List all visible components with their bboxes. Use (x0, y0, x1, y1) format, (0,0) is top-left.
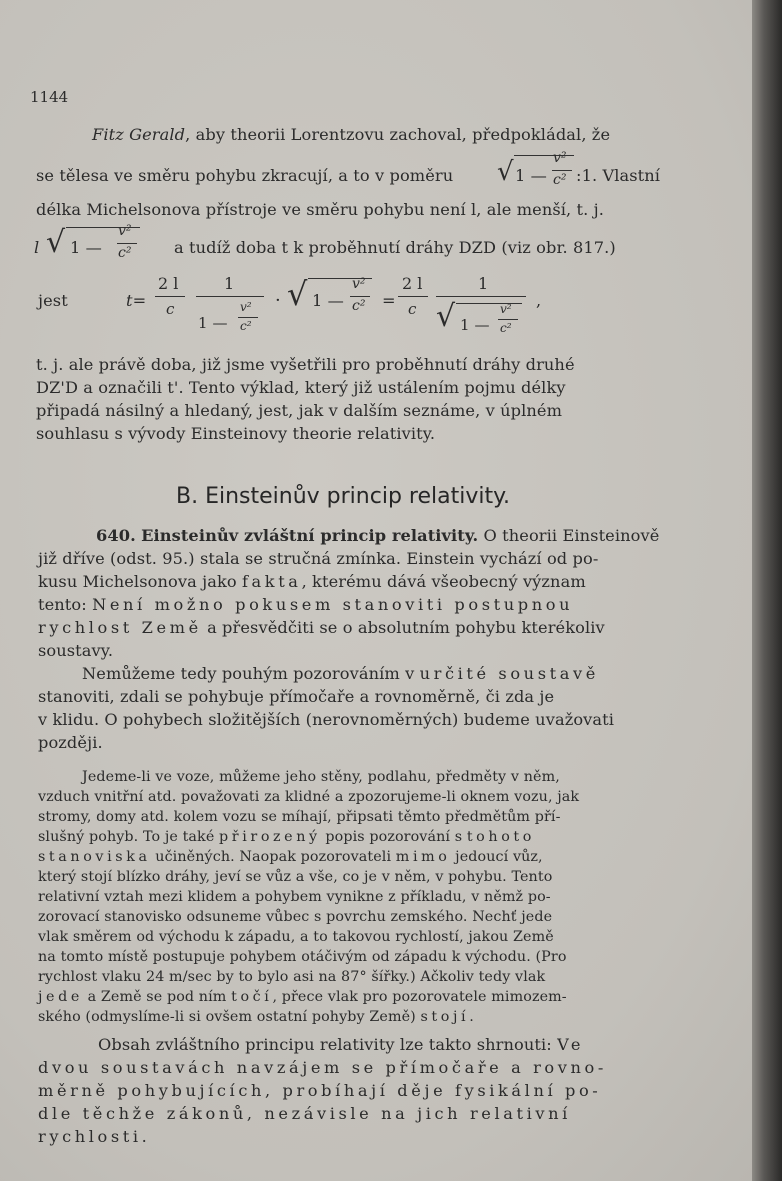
author-name: Fitz Gerald (92, 125, 186, 144)
para2-line-1: Nemůžeme tedy pouhým pozorováním v určité soustavě (82, 664, 599, 683)
one-num-2: 1 (478, 274, 489, 293)
para2-line-2: stanoviti, zdali se pohybuje přímočaře a rovnoměrně, či zda je (38, 687, 555, 706)
para2-line-4: později. (38, 733, 103, 752)
small-line-9: vlak směrem od východu k západu, a to takovou rychlostí, jakou Země (38, 929, 554, 945)
after-line-4: souhlasu s vývody Einsteinovy theorie relativity. (36, 424, 436, 443)
intro-line-4: a tudíž doba t k proběhnutí dráhy DZD (viz obr. 817.) (174, 238, 616, 257)
t-var: t= (126, 291, 147, 310)
small-line-3: stromy, domy atd. kolem vozu se míhají, připsati těmto předmětům pří- (38, 809, 561, 825)
comma: , (536, 291, 542, 310)
small-line-6: který stojí blízko dráhy, jeví se vůz a vše, co je v něm, v pohybu. Tento (38, 869, 553, 885)
page-edge-shadow (752, 0, 782, 1181)
one-minus: 1 — (515, 166, 547, 185)
c-den-2: c (408, 300, 417, 318)
small-line-1: Jedeme-li ve voze, můžeme jeho stěny, podlahu, předměty v něm, (82, 769, 560, 785)
eq-2: = (382, 291, 396, 310)
two-l-2: 2 l (402, 274, 423, 293)
intro-line-2: se tělesa ve směru pohybu zkracují, a to v poměru (36, 166, 454, 185)
small-line-10: na tomto místě postupuje pohybem otáčivým od západu k východu. (Pro (38, 949, 567, 965)
section-heading: B. Einsteinův princip relativity. (176, 484, 510, 509)
after-line-2: DZ'D a označili t'. Tento výklad, který již ustálením pojmu délky (36, 378, 566, 397)
final-line-4: dle těchže zákonů, nezávisle na jich relativní (38, 1104, 571, 1123)
small-line-7: relativní vztah mezi klidem a pohybem vynikne z příkladu, v němž po- (38, 889, 551, 905)
l-symbol: l (34, 238, 40, 257)
sqrt-symbol-2: √ (46, 225, 66, 260)
frac-bar-2 (117, 243, 137, 244)
small-line-2: vzduch vnitřní atd. považovati za klidné a zpozorujeme-li oknem vozu, jak (38, 789, 580, 805)
c2-den-2: c² (118, 245, 132, 261)
small-line-8: zorovací stanovisko odsuneme vůbec s povrchu zemského. Nechť jede (38, 909, 553, 925)
frac-bar-4 (196, 296, 264, 297)
intro-line-3: délka Michelsonova přístroje ve směru pohybu není l, ale menší, t. j. (36, 200, 605, 219)
c2-den-5: c² (500, 321, 512, 335)
jest-label: jest (38, 291, 68, 310)
page-number: 1144 (30, 88, 69, 106)
para640-line-3: kusu Michelsonova jako fakta, kterému dává všeobecný význam (38, 572, 586, 591)
final-line-1: Obsah zvláštního principu relativity lze takto shrnouti: Ve (98, 1035, 585, 1054)
sqrt-symbol-4: √ (436, 299, 456, 334)
final-line-5: rychlosti. (38, 1127, 151, 1146)
one-minus-4: 1 — (312, 291, 344, 310)
v2-num-3: v² (240, 300, 252, 314)
v2-num-2: v² (118, 223, 132, 239)
one-num: 1 (224, 274, 235, 293)
para640-line-4: tento: Není možno pokusem stanoviti postupnou (38, 595, 574, 614)
final-line-2: dvou soustavách navzájem se přímočaře a rovno- (38, 1058, 607, 1077)
para640-line-6: soustavy. (38, 641, 114, 660)
para640-line-5: rychlost Země a přesvědčiti se o absolutním pohybu kterékoliv (38, 618, 605, 637)
small-line-13: ského (odmyslíme-li si ovšem ostatní pohyby Země) stojí. (38, 1009, 478, 1025)
frac-bar-9 (498, 319, 518, 320)
v2-num-5: v² (500, 302, 512, 316)
para-number: 640. (96, 526, 136, 545)
para640-line-1: 640. Einsteinův zvláštní princip relativity. O theorii Einsteinově (96, 526, 660, 545)
c2-den-4: c² (352, 298, 366, 314)
frac-bar-7 (398, 296, 428, 297)
c2-den-3: c² (240, 319, 252, 333)
one-minus-2: 1 — (70, 238, 102, 257)
frac-bar-6 (350, 296, 370, 297)
intro-line-2-end: :1. Vlastní (576, 166, 661, 185)
para2-line-3: v klidu. O pohybech složitějších (nerovnoměrných) budeme uvažovati (38, 710, 615, 729)
small-line-4: slušný pohyb. To je také přirozený popis pozorování s tohoto (38, 829, 535, 845)
one-minus-3: 1 — (198, 314, 228, 332)
para-title: Einsteinův zvláštní princip relativity. (141, 526, 479, 545)
after-line-1: t. j. ale právě doba, již jsme vyšetřili pro proběhnutí dráhy druhé (36, 355, 575, 374)
after-line-3: připadá násilný a hledaný, jest, jak v dalším seznáme, v úplném (36, 401, 563, 420)
sqrt-symbol-3: √ (287, 275, 308, 313)
two-l: 2 l (158, 274, 179, 293)
sqrt-bar-4 (456, 303, 522, 304)
sqrt-symbol: √ (497, 157, 514, 187)
final-line-3: měrně pohybujících, probíhají děje fysikální po- (38, 1081, 602, 1100)
v2-num-4: v² (352, 276, 366, 292)
small-line-12: jede a Země se pod ním točí, přece vlak pro pozorovatele mimozem- (38, 989, 567, 1005)
frac-bar-5 (238, 317, 258, 318)
v2-num: v² (553, 150, 567, 166)
one-minus-5: 1 — (460, 316, 490, 334)
dot-op: · (275, 290, 281, 311)
c2-den: c² (553, 172, 567, 188)
frac-bar-3 (155, 296, 185, 297)
c-den: c (166, 300, 175, 318)
para640-line-2: již dříve (odst. 95.) stala se stručná zmínka. Einstein vychází od po- (38, 549, 599, 568)
small-line-5: stanoviska učiněných. Naopak pozorovateli mimo jedoucí vůz, (38, 849, 543, 865)
small-line-11: rychlost vlaku 24 m/sec by to bylo asi na 87° šířky.) Ačkoliv tedy vlak (38, 969, 546, 985)
intro-line-1: Fitz Gerald, aby theorii Lorentzovu zachoval, předpokládal, že (92, 125, 611, 144)
frac-bar (552, 170, 572, 171)
